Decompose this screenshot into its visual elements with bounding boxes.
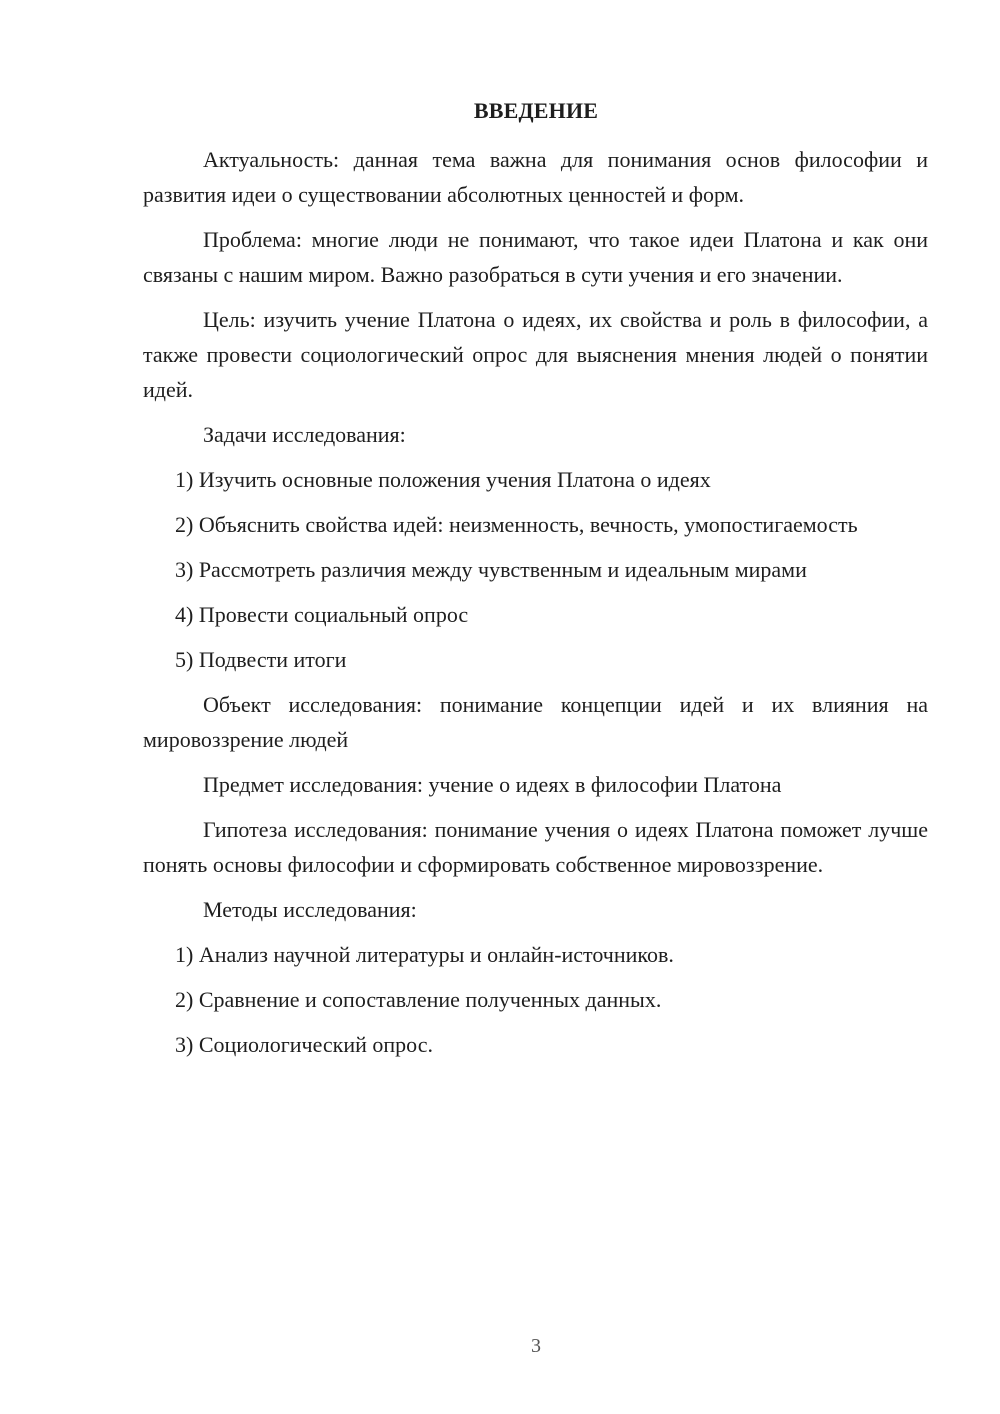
paragraph-subject: Предмет исследования: учение о идеях в философии Платона	[203, 772, 782, 797]
document-body	[143, 142, 928, 1062]
method-item: 1) Анализ научной литературы и онлайн-источников.	[175, 942, 674, 967]
paragraph-goal: Цель: изучить учение Платона о идеях, их свойства и роль в философии, а также провести социологический опрос для выяснения мнения людей о понятии идей.	[143, 307, 928, 402]
paragraph-problem: Проблема: многие люди не понимают, что такое идеи Платона и как они связаны с нашим миром. Важно разобраться в сути учения и его значении.	[143, 227, 928, 287]
task-item: 3) Рассмотреть различия между чувственным и идеальным мирами	[175, 557, 807, 582]
method-item: 3) Социологический опрос.	[175, 1032, 433, 1057]
section-title: ВВЕДЕНИЕ	[473, 98, 599, 123]
task-item: 5) Подвести итоги	[175, 647, 347, 672]
methods-heading: Методы исследования:	[203, 897, 417, 922]
paragraph-relevance: Актуальность: данная тема важна для понимания основ философии и развития идеи о существовании абсолютных ценностей и форм.	[143, 147, 928, 207]
task-item: 2) Объяснить свойства идей: неизменность, вечность, умопостигаемость	[175, 512, 858, 537]
tasks-heading: Задачи исследования:	[203, 422, 406, 447]
method-item: 2) Сравнение и сопоставление полученных данных.	[175, 987, 662, 1012]
paragraph-hypothesis: Гипотеза исследования: понимание учения о идеях Платона поможет лучше понять основы философии и сформировать собственное мировоззрение.	[143, 817, 928, 877]
page-number: 3	[531, 1335, 541, 1357]
task-item: 4) Провести социальный опрос	[175, 602, 469, 627]
task-item: 1) Изучить основные положения учения Платона о идеях	[175, 467, 711, 492]
paragraph-object: Объект исследования: понимание концепции идей и их влияния на мировоззрение людей	[143, 692, 928, 752]
